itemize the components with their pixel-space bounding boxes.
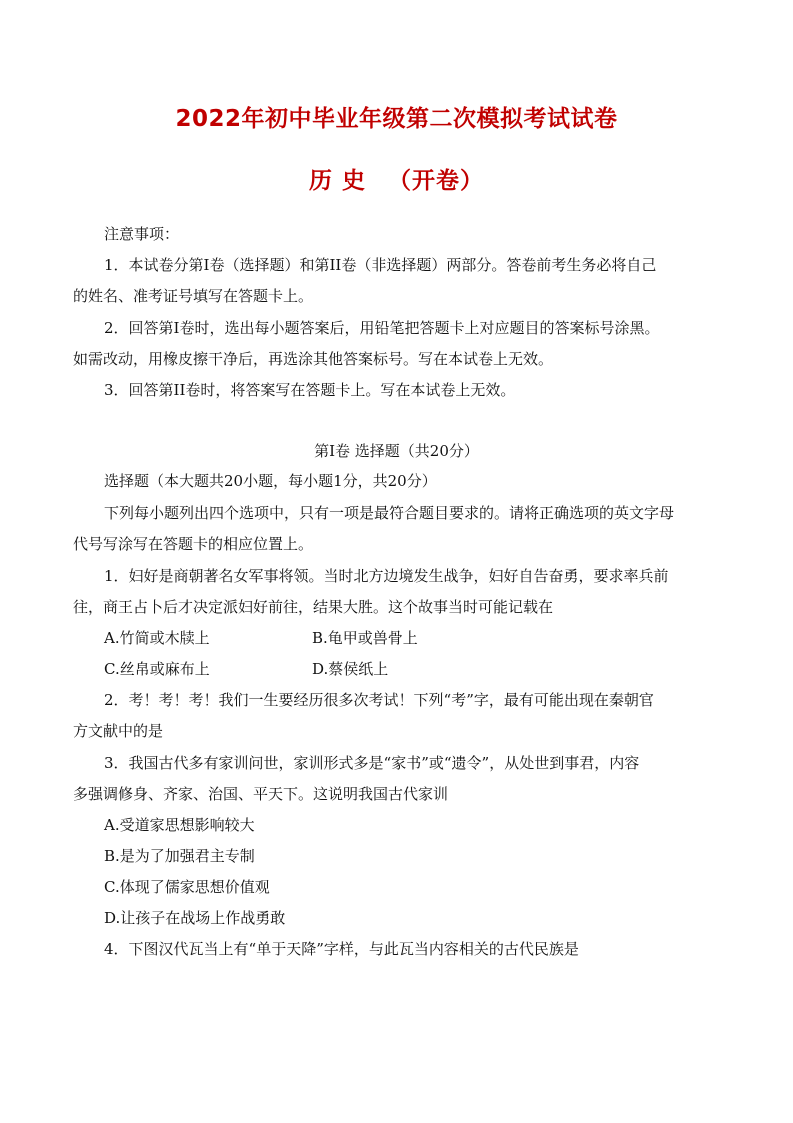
section-description: 选择题（本大题共20小题，每小题1分，共20分）	[104, 472, 437, 490]
q3-option-d: D.让孩子在战场上作战勇敢	[104, 909, 286, 927]
notice-heading: 注意事项：	[104, 225, 180, 243]
notice-item-1-cont: 的姓名、准考证号填写在答题卡上。	[73, 287, 314, 305]
notice-item-2: 2．回答第Ⅰ卷时，选出每小题答案后，用铅笔把答题卡上对应题目的答案标号涂黑。	[104, 319, 660, 337]
q1-option-b: B.龟甲或兽骨上	[312, 629, 418, 647]
q1-option-c: C.丝帛或麻布上	[104, 660, 210, 678]
q3-option-a: A.受道家思想影响较大	[104, 816, 255, 834]
q3-option-c: C.体现了儒家思想价值观	[104, 878, 270, 896]
q3-option-b: B.是为了加强君主专制	[104, 847, 255, 865]
question-1: 1．妇好是商朝著名女军事将领。当时北方边境发生战争，妇好自告奋勇，要求率兵前	[104, 567, 669, 585]
question-2: 2．考！考！考！我们一生要经历很多次考试！下列“考”字，最有可能出现在秦朝官	[104, 691, 654, 709]
question-4: 4．下图汉代瓦当上有“单于天降”字样，与此瓦当内容相关的古代民族是	[104, 940, 579, 958]
question-2-cont: 方文献中的是	[73, 722, 164, 740]
section-instruction: 下列每小题列出四个选项中，只有一项是最符合题目要求的。请将正确选项的英文字母	[104, 504, 675, 522]
subject-title	[0, 162, 793, 195]
question-1-cont: 往，商王占卜后才决定派妇好前往，结果大胜。这个故事当时可能记载在	[73, 598, 554, 616]
notice-item-1: 1．本试卷分第Ⅰ卷（选择题）和第II卷（非选择题）两部分。答卷前考生务必将自己	[104, 256, 657, 274]
section-instruction-cont: 代号写涂写在答题卡的相应位置上。	[73, 535, 314, 553]
subject-name: 历 史	[308, 168, 366, 194]
exam-title: 2022年初中毕业年级第二次模拟考试试卷	[175, 106, 618, 132]
section-heading: 第Ⅰ卷 选择题（共20分）	[314, 442, 479, 460]
notice-item-3: 3．回答第II卷时，将答案写在答题卡上。写在本试卷上无效。	[104, 381, 516, 399]
q1-option-d: D.蔡侯纸上	[312, 660, 389, 678]
q1-option-a: A.竹简或木牍上	[104, 629, 210, 647]
question-3: 3．我国古代多有家训问世，家训形式多是“家书”或“遗令”，从处世到事君，内容	[104, 754, 640, 772]
exam-mode: （开卷）	[388, 168, 484, 194]
question-3-cont: 多强调修身、齐家、治国、平天下。这说明我国古代家训	[73, 785, 449, 803]
notice-item-2-cont: 如需改动，用橡皮擦干净后，再选涂其他答案标号。写在本试卷上无效。	[73, 350, 554, 368]
